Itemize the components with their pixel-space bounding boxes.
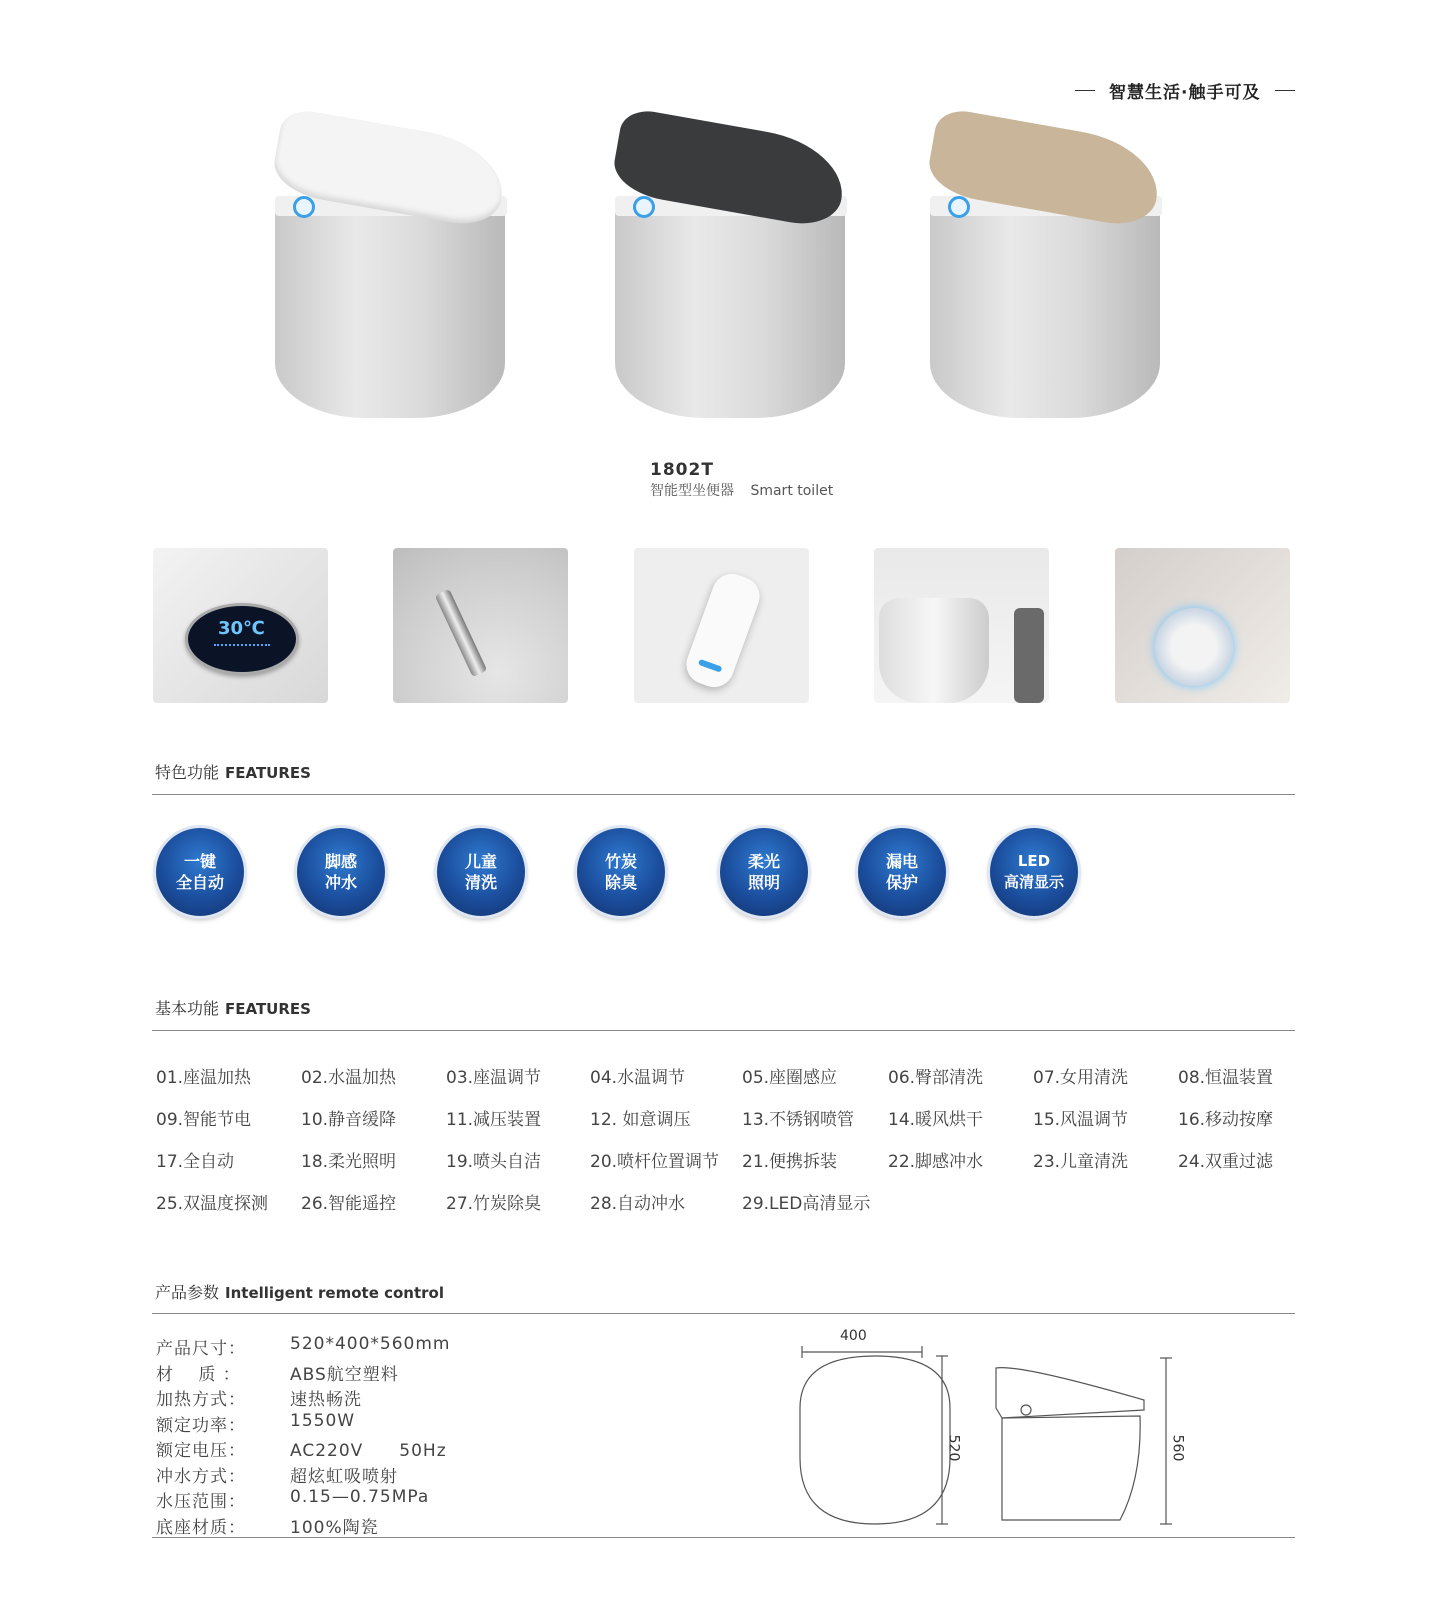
spec-value: 520*400*560mm bbox=[290, 1334, 451, 1354]
slogan-rule-left bbox=[1075, 90, 1095, 91]
product-image-black bbox=[615, 118, 855, 428]
slogan bbox=[1075, 78, 1305, 104]
basic-feature-item: 26.智能遥控 bbox=[301, 1194, 397, 1214]
basic-feature-item: 22.脚感冲水 bbox=[888, 1152, 984, 1172]
control-knob-icon bbox=[1155, 608, 1233, 686]
basic-feature-item: 06.臀部清洗 bbox=[888, 1068, 984, 1088]
basic-feature-item: 24.双重过滤 bbox=[1178, 1152, 1274, 1172]
spec-label: 加热方式： bbox=[156, 1390, 246, 1410]
specs-title bbox=[155, 1280, 444, 1303]
special-features-title-en: FEATURES bbox=[225, 764, 311, 782]
basic-feature-item: 07.女用清洗 bbox=[1033, 1068, 1129, 1088]
product-image-champagne bbox=[930, 118, 1170, 428]
badge-line2: 清洗 bbox=[464, 873, 497, 892]
specs-title-cn: 产品参数 bbox=[155, 1283, 220, 1302]
basic-feature-item: 27.竹炭除臭 bbox=[446, 1194, 542, 1214]
badge-line1: 柔光 bbox=[747, 852, 780, 871]
display-panel-icon bbox=[185, 603, 299, 675]
basic-feature-item: 10.静音缓降 bbox=[301, 1110, 397, 1130]
remote-indicator bbox=[698, 659, 723, 673]
basic-feature-item: 15.风温调节 bbox=[1033, 1110, 1129, 1130]
spec-value: 100%陶瓷 bbox=[290, 1517, 379, 1538]
spec-value: 超炫虹吸喷射 bbox=[290, 1466, 398, 1487]
badge-line2: 高清显示 bbox=[1003, 873, 1064, 891]
badge-line2: 照明 bbox=[747, 873, 780, 892]
badge-line1: 脚感 bbox=[324, 852, 357, 871]
special-features-title-cn: 特色功能 bbox=[155, 763, 220, 782]
toilet-icon bbox=[879, 598, 989, 703]
basic-features-title-en: FEATURES bbox=[225, 1000, 311, 1018]
badge-line1: LED bbox=[1017, 852, 1051, 870]
basic-features-title-cn: 基本功能 bbox=[155, 999, 220, 1018]
basic-feature-item: 09.智能节电 bbox=[156, 1110, 252, 1130]
badge-line1: 一键 bbox=[183, 852, 216, 871]
basic-feature-item: 17.全自动 bbox=[156, 1152, 235, 1172]
spec-label: 冲水方式： bbox=[156, 1466, 246, 1487]
toilet-body bbox=[275, 198, 505, 418]
basic-feature-item: 12. 如意调压 bbox=[590, 1110, 691, 1130]
basic-feature-item: 18.柔光照明 bbox=[301, 1152, 397, 1172]
dimension-drawing bbox=[790, 1328, 1190, 1538]
spec-label: 额定电压： bbox=[156, 1441, 246, 1461]
model-name-en: Smart toilet bbox=[750, 483, 834, 499]
divider bbox=[152, 1030, 1295, 1031]
basic-feature-item: 19.喷头自洁 bbox=[446, 1152, 542, 1172]
badge-line1: 漏电 bbox=[885, 852, 918, 871]
basic-feature-item: 25.双温度探测 bbox=[156, 1194, 269, 1214]
feature-badge bbox=[577, 828, 665, 916]
spec-value: 速热畅洗 bbox=[290, 1390, 362, 1410]
spec-label: 材 质 ： bbox=[156, 1364, 241, 1385]
thumb-foot-sensor bbox=[874, 548, 1049, 703]
feature-badge bbox=[720, 828, 808, 916]
feature-badge bbox=[858, 828, 946, 916]
spec-value: ABS航空塑料 bbox=[290, 1364, 399, 1385]
divider bbox=[152, 794, 1295, 795]
basic-feature-item: 16.移动按摩 bbox=[1178, 1110, 1274, 1130]
spec-value: AC220V 50Hz bbox=[290, 1441, 447, 1461]
basic-features-title bbox=[155, 996, 311, 1019]
slogan-rule-right bbox=[1275, 90, 1295, 91]
top-view-outline bbox=[800, 1356, 950, 1524]
dim-depth: 520 bbox=[945, 1434, 962, 1462]
feature-badge bbox=[156, 828, 244, 916]
toilet-body bbox=[615, 198, 845, 418]
dim-width: 400 bbox=[840, 1328, 867, 1344]
spec-value: 0.15—0.75MPa bbox=[290, 1487, 430, 1507]
thumb-control-knob bbox=[1115, 548, 1290, 703]
badge-line1: 竹炭 bbox=[604, 852, 637, 871]
basic-feature-item: 14.暖风烘干 bbox=[888, 1110, 984, 1130]
badge-line2: 保护 bbox=[885, 873, 918, 892]
side-view-knob bbox=[1021, 1405, 1031, 1415]
badge-line1: 儿童 bbox=[464, 852, 497, 871]
display-buttons bbox=[214, 644, 270, 658]
feature-badge bbox=[990, 828, 1078, 916]
model-code: 1802T bbox=[650, 460, 714, 480]
special-features-title bbox=[155, 760, 311, 783]
spec-value: 1550W bbox=[290, 1410, 356, 1431]
slogan-text: 智慧生活·触手可及 bbox=[1109, 83, 1261, 103]
basic-feature-item: 23.儿童清洗 bbox=[1033, 1152, 1129, 1172]
badge-line2: 冲水 bbox=[324, 873, 357, 892]
spec-label: 额定功率： bbox=[156, 1415, 246, 1436]
basic-feature-item: 11.减压装置 bbox=[446, 1110, 542, 1130]
basic-feature-item: 21.便携拆装 bbox=[742, 1152, 838, 1172]
basic-feature-item: 29.LED高清显示 bbox=[742, 1194, 871, 1214]
thumb-remote bbox=[634, 548, 809, 703]
spec-label: 底座材质： bbox=[156, 1517, 246, 1538]
dim-height: 560 bbox=[1169, 1434, 1186, 1462]
basic-feature-item: 03.座温调节 bbox=[446, 1068, 542, 1088]
knob-icon bbox=[633, 196, 655, 218]
thumb-spray-nozzle bbox=[393, 548, 568, 703]
product-image-white bbox=[275, 118, 515, 428]
side-view-lid bbox=[996, 1368, 1144, 1418]
badge-line2: 全自动 bbox=[175, 873, 224, 892]
basic-feature-item: 04.水温调节 bbox=[590, 1068, 686, 1088]
basic-feature-item: 05.座圈感应 bbox=[742, 1068, 838, 1088]
model-name bbox=[650, 480, 833, 500]
model-name-cn: 智能型坐便器 bbox=[650, 483, 734, 499]
spray-nozzle-icon bbox=[435, 589, 488, 677]
specs-title-en: Intelligent remote control bbox=[225, 1284, 444, 1302]
divider bbox=[152, 1313, 1295, 1314]
remote-control-icon bbox=[681, 568, 765, 692]
basic-feature-item: 02.水温加热 bbox=[301, 1068, 397, 1088]
basic-feature-item: 20.喷杆位置调节 bbox=[590, 1152, 720, 1172]
knob-icon bbox=[293, 196, 315, 218]
basic-feature-item: 13.不锈钢喷管 bbox=[742, 1110, 855, 1130]
thumb-display-panel bbox=[153, 548, 328, 703]
side-view-body bbox=[1002, 1416, 1140, 1520]
leg-icon bbox=[1014, 608, 1044, 703]
basic-feature-item: 28.自动冲水 bbox=[590, 1194, 686, 1214]
spec-label: 产品尺寸： bbox=[156, 1339, 246, 1359]
badge-line2: 除臭 bbox=[604, 873, 637, 892]
feature-badge bbox=[437, 828, 525, 916]
feature-badge bbox=[297, 828, 385, 916]
display-temp: 30℃ bbox=[218, 618, 265, 639]
toilet-body bbox=[930, 198, 1160, 418]
basic-feature-item: 01.座温加热 bbox=[156, 1068, 252, 1088]
knob-icon bbox=[948, 196, 970, 218]
basic-feature-item: 08.恒温装置 bbox=[1178, 1068, 1274, 1088]
spec-label: 水压范围： bbox=[156, 1492, 246, 1512]
